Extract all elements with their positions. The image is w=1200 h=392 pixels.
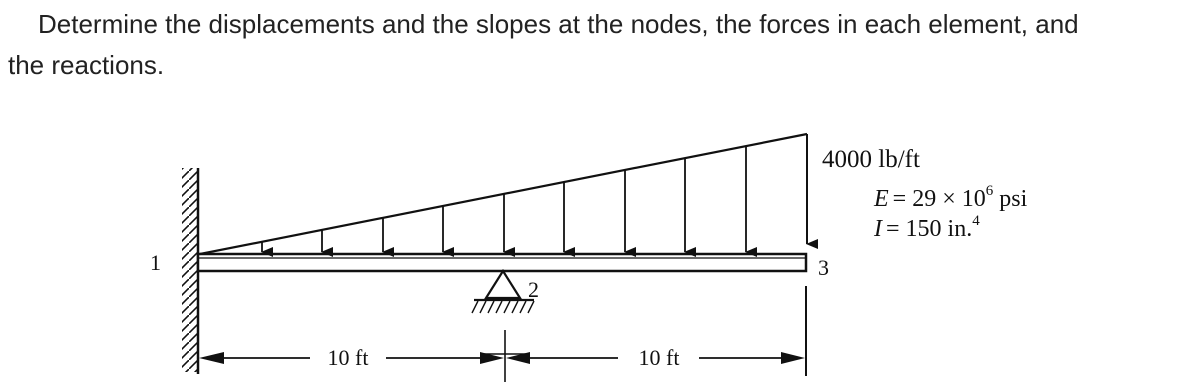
fixed-support xyxy=(182,168,198,374)
modulus-label: $E = 29 \times 10^6$ psi xyxy=(874,183,1028,212)
pin-support xyxy=(472,271,534,313)
problem-line-1: Determine the displacements and the slopes at the nodes, the forces in each element, and xyxy=(38,9,1079,39)
load-label: 4000 lb/ft xyxy=(822,146,920,173)
load-arrows xyxy=(262,146,746,252)
node-label-3: 3 xyxy=(818,255,829,280)
inertia-label: I = 150 in.$^4$ xyxy=(874,213,980,242)
dimension-label-2: 10 ft xyxy=(638,345,680,370)
node-label-1: 1 xyxy=(150,250,161,275)
dimension-label-1: 10 ft xyxy=(327,345,369,370)
node-label-2: 2 xyxy=(528,277,539,302)
beam xyxy=(198,254,806,271)
problem-line-2: the reactions. xyxy=(8,50,165,80)
distributed-load xyxy=(200,134,807,254)
